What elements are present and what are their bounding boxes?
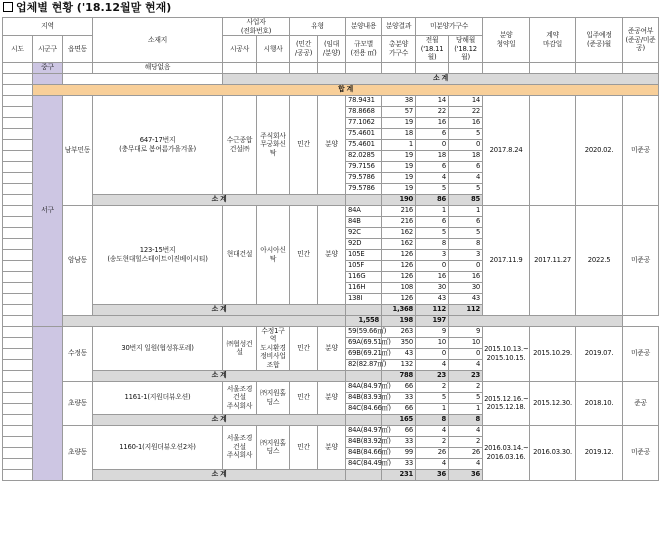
prev-month-cell: 1 bbox=[416, 403, 449, 414]
unit-size-cell: 116H bbox=[346, 282, 382, 293]
empty-cell bbox=[483, 62, 530, 73]
total-units-cell: 18 bbox=[382, 128, 416, 139]
sigungu-cell: 서구 bbox=[33, 95, 63, 326]
col-header-prev-month: 전월 ('18.11월) bbox=[416, 36, 449, 63]
prev-month-cell: 6 bbox=[416, 216, 449, 227]
col-header-type: 유형 bbox=[290, 18, 346, 36]
total-units-cell: 126 bbox=[382, 249, 416, 260]
unit-size-cell: 82.0285 bbox=[346, 150, 382, 161]
dong-cell bbox=[63, 62, 93, 73]
this-month-cell: 5 bbox=[449, 128, 483, 139]
this-month-cell: 22 bbox=[449, 106, 483, 117]
grand-total-label: 합 계 bbox=[33, 84, 659, 95]
col-header-result: 분양결과 bbox=[382, 18, 416, 36]
subtotal-prev: 86 bbox=[416, 194, 449, 205]
prev-month-cell: 0 bbox=[416, 139, 449, 150]
completion-cell: 미준공 bbox=[623, 425, 659, 480]
sido-cell bbox=[3, 381, 33, 392]
unit-size-cell: 84C(84.66㎡) bbox=[346, 403, 382, 414]
sido-cell bbox=[3, 183, 33, 194]
sido-cell bbox=[3, 260, 33, 271]
rent-sale-cell: 분양 bbox=[318, 205, 346, 304]
sido-cell bbox=[3, 293, 33, 304]
this-month-cell: 0 bbox=[449, 260, 483, 271]
empty-cell bbox=[576, 62, 623, 73]
this-month-cell: 2 bbox=[449, 436, 483, 447]
public-private-cell: 민간 bbox=[290, 326, 318, 370]
col-header-move-in: 입주예정 (준공)월 bbox=[576, 18, 623, 63]
col-header-sido: 시도 bbox=[3, 36, 33, 63]
move-in-cell: 2020.02. bbox=[576, 95, 623, 205]
prev-month-cell: 9 bbox=[416, 326, 449, 337]
this-month-cell: 0 bbox=[449, 139, 483, 150]
empty-cell bbox=[257, 62, 290, 73]
this-month-cell: 10 bbox=[449, 337, 483, 348]
completion-cell: 준공 bbox=[623, 381, 659, 425]
dong-cell: 초량동 bbox=[63, 381, 93, 425]
table-row bbox=[3, 425, 659, 436]
total-units-cell: 66 bbox=[382, 425, 416, 436]
sido-cell bbox=[3, 139, 33, 150]
subtotal-unit-size-empty bbox=[346, 304, 382, 315]
subtotal-label: 소 계 bbox=[93, 469, 346, 480]
public-private-cell: 민간 bbox=[290, 95, 318, 194]
sido-cell bbox=[3, 84, 33, 95]
empty-cell bbox=[623, 62, 659, 73]
sido-cell bbox=[3, 436, 33, 447]
subtotal-total: 1,368 bbox=[382, 304, 416, 315]
sigungu-cell bbox=[33, 326, 63, 480]
this-month-cell: 1 bbox=[449, 205, 483, 216]
table-row bbox=[3, 95, 659, 106]
completion-cell: 미준공 bbox=[623, 326, 659, 381]
prev-month-cell: 14 bbox=[416, 95, 449, 106]
empty-cell bbox=[318, 62, 346, 73]
sido-cell bbox=[3, 304, 33, 315]
sido-cell bbox=[3, 271, 33, 282]
prev-month-cell: 2 bbox=[416, 381, 449, 392]
col-header-public-private: (민간 /공공) bbox=[290, 36, 318, 63]
empty-cell bbox=[416, 62, 449, 73]
developer-cell: 아시아신탁 bbox=[257, 205, 290, 304]
prev-month-cell: 0 bbox=[416, 348, 449, 359]
section-sum-total: 1,558 bbox=[346, 315, 382, 326]
prev-month-cell: 5 bbox=[416, 183, 449, 194]
move-in-cell: 2018.10. bbox=[576, 381, 623, 425]
developer-cell: 주식회사 무궁화신 탁 bbox=[257, 95, 290, 194]
developer-cell: 수정1구 역 도시환경 정비사업 조합 bbox=[257, 326, 290, 370]
unit-size-cell: 69B(69.21㎡) bbox=[346, 348, 382, 359]
table-row bbox=[3, 205, 659, 216]
col-header-sigungu: 시군구 bbox=[33, 36, 63, 63]
location-cell: 647-17번지 (충무대로 봄여름가을겨울) bbox=[93, 95, 223, 194]
prev-month-cell: 10 bbox=[416, 337, 449, 348]
unit-size-cell: 84B(83.92㎡) bbox=[346, 436, 382, 447]
sido-cell bbox=[3, 205, 33, 216]
subtotal-label: 소 계 bbox=[93, 414, 346, 425]
col-header-dong: 읍면동 bbox=[63, 36, 93, 63]
this-month-cell: 4 bbox=[449, 425, 483, 436]
grand-total-row bbox=[3, 84, 659, 95]
prev-month-cell: 18 bbox=[416, 150, 449, 161]
total-units-cell: 38 bbox=[382, 95, 416, 106]
contract-deadline-cell: 2015.10.29. bbox=[530, 326, 576, 381]
sido-cell bbox=[3, 216, 33, 227]
prev-month-cell: 2 bbox=[416, 436, 449, 447]
sido-cell bbox=[3, 359, 33, 370]
sido-cell bbox=[3, 348, 33, 359]
prev-month-cell: 43 bbox=[416, 293, 449, 304]
total-units-cell: 66 bbox=[382, 381, 416, 392]
subscription-day-cell: 2015.12.16.~ 2015.12.18. bbox=[483, 381, 530, 425]
col-header-operator: 사업자 (전화번호) bbox=[223, 18, 290, 36]
this-month-cell: 5 bbox=[449, 227, 483, 238]
contract-deadline-cell: 2015.12.30. bbox=[530, 381, 576, 425]
status-table bbox=[2, 17, 659, 481]
subtotal-total: 788 bbox=[382, 370, 416, 381]
this-month-cell: 18 bbox=[449, 150, 483, 161]
unit-size-cell: 92D bbox=[346, 238, 382, 249]
subscription-day-cell: 2017.11.9 bbox=[483, 205, 530, 315]
unit-size-cell: 79.5786 bbox=[346, 183, 382, 194]
sido-cell bbox=[3, 128, 33, 139]
total-units-cell: 33 bbox=[382, 458, 416, 469]
prev-month-cell: 8 bbox=[416, 238, 449, 249]
this-month-cell: 14 bbox=[449, 95, 483, 106]
col-header-contract-deadline: 계약 마감일 bbox=[530, 18, 576, 63]
contract-deadline-cell: 2016.03.30. bbox=[530, 425, 576, 480]
col-header-this-month: 당해월 ('18.12월) bbox=[449, 36, 483, 63]
prev-month-cell: 4 bbox=[416, 359, 449, 370]
subtotal-unit-size-empty bbox=[346, 194, 382, 205]
location-cell: 30번지 일원(협성휴포레) bbox=[93, 326, 223, 370]
subtotal-unit-size-empty bbox=[346, 414, 382, 425]
sido-cell bbox=[3, 95, 33, 106]
sido-cell bbox=[3, 117, 33, 128]
header-row-1 bbox=[3, 18, 659, 36]
prev-month-cell: 3 bbox=[416, 249, 449, 260]
total-units-cell: 1 bbox=[382, 139, 416, 150]
sido-cell bbox=[3, 337, 33, 348]
this-month-cell: 16 bbox=[449, 271, 483, 282]
unit-size-cell: 69A(69.51㎡) bbox=[346, 337, 382, 348]
move-in-cell: 2022.5 bbox=[576, 205, 623, 315]
location-cell: 해당없음 bbox=[93, 62, 223, 73]
status-table-container bbox=[2, 17, 656, 481]
sido-cell bbox=[3, 326, 33, 337]
empty-cell bbox=[346, 62, 382, 73]
sido-cell bbox=[3, 447, 33, 458]
dong-cell: 초량동 bbox=[63, 425, 93, 480]
section-sum-this: 197 bbox=[416, 315, 449, 326]
col-header-unsold: 미분양가구수 bbox=[416, 18, 483, 36]
builder-cell: 서울조경 건설 주식회사 bbox=[223, 381, 257, 414]
builder-cell: ㈜협성건 설 bbox=[223, 326, 257, 370]
completion-cell: 미준공 bbox=[623, 95, 659, 205]
table-body bbox=[3, 18, 659, 481]
total-units-cell: 19 bbox=[382, 183, 416, 194]
col-header-location: 소재지 bbox=[93, 18, 223, 63]
subtotal-total: 165 bbox=[382, 414, 416, 425]
subtotal-this: 36 bbox=[449, 469, 483, 480]
col-header-region: 지역 bbox=[3, 18, 93, 36]
subtotal-total: 190 bbox=[382, 194, 416, 205]
section-sum-prev: 198 bbox=[382, 315, 416, 326]
developer-cell: ㈜지원홀 딩스 bbox=[257, 425, 290, 469]
table-row bbox=[3, 62, 659, 73]
total-units-cell: 132 bbox=[382, 359, 416, 370]
sido-cell bbox=[3, 150, 33, 161]
prev-month-cell: 6 bbox=[416, 128, 449, 139]
empty-cell bbox=[63, 73, 223, 84]
empty-cell bbox=[449, 62, 483, 73]
prev-month-cell: 16 bbox=[416, 271, 449, 282]
sido-cell bbox=[3, 403, 33, 414]
sido-cell bbox=[3, 425, 33, 436]
unit-size-cell: 59(59.66㎡) bbox=[346, 326, 382, 337]
subtotal-label: 소 계 bbox=[93, 194, 346, 205]
completion-cell: 미준공 bbox=[623, 205, 659, 315]
col-header-developer: 시행사 bbox=[257, 36, 290, 63]
total-units-cell: 126 bbox=[382, 271, 416, 282]
total-units-cell: 216 bbox=[382, 205, 416, 216]
total-units-cell: 66 bbox=[382, 403, 416, 414]
sido-cell bbox=[3, 172, 33, 183]
total-units-cell: 216 bbox=[382, 216, 416, 227]
unit-size-cell: 75.4601 bbox=[346, 139, 382, 150]
empty-cell bbox=[290, 62, 318, 73]
dong-cell: 남부민동 bbox=[63, 95, 93, 205]
unit-size-cell: 78.8668 bbox=[346, 106, 382, 117]
empty-cell bbox=[382, 62, 416, 73]
sido-cell bbox=[3, 227, 33, 238]
total-units-cell: 350 bbox=[382, 337, 416, 348]
this-month-cell: 5 bbox=[449, 183, 483, 194]
public-private-cell: 민간 bbox=[290, 425, 318, 469]
subtotal-unit-size-empty bbox=[346, 469, 382, 480]
prev-month-cell: 16 bbox=[416, 117, 449, 128]
col-header-builder: 시공사 bbox=[223, 36, 257, 63]
prev-month-cell: 30 bbox=[416, 282, 449, 293]
total-units-cell: 19 bbox=[382, 150, 416, 161]
col-header-rent-sale: (임대 /분양) bbox=[318, 36, 346, 63]
total-units-cell: 126 bbox=[382, 293, 416, 304]
subtotal-prev: 8 bbox=[416, 414, 449, 425]
builder-cell: 수근종합 건설㈜ bbox=[223, 95, 257, 194]
total-units-cell: 33 bbox=[382, 392, 416, 403]
sido-cell bbox=[3, 73, 33, 84]
this-month-cell: 2 bbox=[449, 381, 483, 392]
prev-month-cell: 6 bbox=[416, 161, 449, 172]
checkbox-square-icon bbox=[3, 2, 13, 12]
subtotal-unit-size-empty bbox=[346, 370, 382, 381]
sido-cell bbox=[3, 161, 33, 172]
developer-cell: ㈜지원홀 딩스 bbox=[257, 381, 290, 414]
this-month-cell: 30 bbox=[449, 282, 483, 293]
unit-size-cell: 116G bbox=[346, 271, 382, 282]
total-units-cell: 126 bbox=[382, 260, 416, 271]
this-month-cell: 26 bbox=[449, 447, 483, 458]
col-header-completion: 준공여부 (준공/미준공) bbox=[623, 18, 659, 63]
move-in-cell: 2019.07. bbox=[576, 326, 623, 381]
table-row bbox=[3, 381, 659, 392]
col-header-supply: 분양내용 bbox=[346, 18, 382, 36]
unit-size-cell: 79.5786 bbox=[346, 172, 382, 183]
subtotal-this: 23 bbox=[449, 370, 483, 381]
prev-month-cell: 1 bbox=[416, 205, 449, 216]
this-month-cell: 4 bbox=[449, 359, 483, 370]
section-sum-empty bbox=[449, 315, 623, 326]
prev-month-cell: 4 bbox=[416, 458, 449, 469]
subtotal-this: 85 bbox=[449, 194, 483, 205]
builder-cell: 서울조경 건설 주식회사 bbox=[223, 425, 257, 469]
prev-month-cell: 4 bbox=[416, 172, 449, 183]
col-header-unit-size: 규모별 (전용 ㎡) bbox=[346, 36, 382, 63]
total-units-cell: 19 bbox=[382, 117, 416, 128]
subtotal-label: 소 계 bbox=[93, 370, 346, 381]
total-units-cell: 33 bbox=[382, 436, 416, 447]
unit-size-cell: 84B(84.66㎡) bbox=[346, 447, 382, 458]
sido-cell bbox=[3, 469, 33, 480]
unit-size-cell: 84C(84.49㎡) bbox=[346, 458, 382, 469]
col-header-total-units: 총분양 가구수 bbox=[382, 36, 416, 63]
prev-month-cell: 0 bbox=[416, 260, 449, 271]
unit-size-cell: 77.1062 bbox=[346, 117, 382, 128]
total-units-cell: 162 bbox=[382, 227, 416, 238]
dong-cell: 암남동 bbox=[63, 205, 93, 315]
subtotal-total: 231 bbox=[382, 469, 416, 480]
subscription-day-cell: 2017.8.24 bbox=[483, 95, 530, 205]
this-month-cell: 1 bbox=[449, 403, 483, 414]
total-units-cell: 263 bbox=[382, 326, 416, 337]
table-row bbox=[3, 326, 659, 337]
sigungu-cell bbox=[33, 73, 63, 84]
sido-cell bbox=[3, 315, 33, 326]
total-units-cell: 19 bbox=[382, 161, 416, 172]
total-units-cell: 162 bbox=[382, 238, 416, 249]
sido-cell bbox=[3, 414, 33, 425]
col-header-subscription-day: 분양 청약일 bbox=[483, 18, 530, 63]
unit-size-cell: 138I bbox=[346, 293, 382, 304]
total-units-cell: 57 bbox=[382, 106, 416, 117]
prev-month-cell: 5 bbox=[416, 227, 449, 238]
subtotal-label: 소 계 bbox=[93, 304, 346, 315]
contract-deadline-cell bbox=[530, 95, 576, 205]
move-in-cell: 2019.12. bbox=[576, 425, 623, 480]
this-month-cell: 4 bbox=[449, 172, 483, 183]
prev-month-cell: 26 bbox=[416, 447, 449, 458]
unit-size-cell: 84A bbox=[346, 205, 382, 216]
total-units-cell: 43 bbox=[382, 348, 416, 359]
this-month-cell: 4 bbox=[449, 458, 483, 469]
this-month-cell: 5 bbox=[449, 392, 483, 403]
unit-size-cell: 84A(84.97㎡) bbox=[346, 425, 382, 436]
this-month-cell: 43 bbox=[449, 293, 483, 304]
unit-size-cell: 84B bbox=[346, 216, 382, 227]
unit-size-cell: 92C bbox=[346, 227, 382, 238]
this-month-cell: 6 bbox=[449, 161, 483, 172]
unit-size-cell: 84A(84.97㎡) bbox=[346, 381, 382, 392]
subtotal-this: 8 bbox=[449, 414, 483, 425]
this-month-cell: 8 bbox=[449, 238, 483, 249]
dong-cell: 수정동 bbox=[63, 326, 93, 381]
total-units-cell: 99 bbox=[382, 447, 416, 458]
page-title: 업체별 현황 ('18.12월말 현재) bbox=[3, 1, 171, 15]
subtotal-prev: 112 bbox=[416, 304, 449, 315]
rent-sale-cell: 분양 bbox=[318, 381, 346, 414]
prev-month-cell: 22 bbox=[416, 106, 449, 117]
section-sum-label bbox=[63, 315, 346, 326]
subtotal-prev: 23 bbox=[416, 370, 449, 381]
unit-size-cell: 105F bbox=[346, 260, 382, 271]
total-units-cell: 19 bbox=[382, 172, 416, 183]
sido-cell bbox=[3, 238, 33, 249]
subscription-day-cell: 2015.10.13.~ 2015.10.15. bbox=[483, 326, 530, 381]
location-cell: 1161-1(지원더뷰오션) bbox=[93, 381, 223, 414]
unit-size-cell: 75.4601 bbox=[346, 128, 382, 139]
unit-size-cell: 105E bbox=[346, 249, 382, 260]
unit-size-cell: 79.7156 bbox=[346, 161, 382, 172]
sido-cell bbox=[3, 392, 33, 403]
sigungu-cell: 중구 bbox=[33, 62, 63, 73]
rent-sale-cell: 분양 bbox=[318, 95, 346, 194]
contract-deadline-cell: 2017.11.27 bbox=[530, 205, 576, 315]
total-units-cell: 108 bbox=[382, 282, 416, 293]
builder-cell: 현대건설 bbox=[223, 205, 257, 304]
subscription-day-cell: 2016.03.14.~ 2016.03.16. bbox=[483, 425, 530, 480]
empty-cell bbox=[530, 62, 576, 73]
sido-cell bbox=[3, 370, 33, 381]
unit-size-cell: 78.9431 bbox=[346, 95, 382, 106]
this-month-cell: 0 bbox=[449, 348, 483, 359]
location-cell: 1160-1(지원더뷰오션2차) bbox=[93, 425, 223, 469]
sido-cell bbox=[3, 282, 33, 293]
subtotal-this: 112 bbox=[449, 304, 483, 315]
location-cell: 123-15번지 (송도현대힐스테이트이진베이시티) bbox=[93, 205, 223, 304]
unit-size-cell: 82(82.87㎡) bbox=[346, 359, 382, 370]
rent-sale-cell: 분양 bbox=[318, 425, 346, 469]
prev-month-cell: 4 bbox=[416, 425, 449, 436]
sido-cell bbox=[3, 62, 33, 73]
sido-cell bbox=[3, 458, 33, 469]
subtotal-prev: 36 bbox=[416, 469, 449, 480]
rent-sale-cell: 분양 bbox=[318, 326, 346, 370]
empty-cell bbox=[223, 62, 257, 73]
subtotal-row bbox=[3, 73, 659, 84]
prev-month-cell: 5 bbox=[416, 392, 449, 403]
sido-cell bbox=[3, 106, 33, 117]
this-month-cell: 9 bbox=[449, 326, 483, 337]
section-sum-row bbox=[3, 315, 659, 326]
sido-cell bbox=[3, 194, 33, 205]
sido-cell bbox=[3, 249, 33, 260]
public-private-cell: 민간 bbox=[290, 205, 318, 304]
this-month-cell: 16 bbox=[449, 117, 483, 128]
unit-size-cell: 84B(83.93㎡) bbox=[346, 392, 382, 403]
subtotal-label: 소 계 bbox=[223, 73, 659, 84]
this-month-cell: 6 bbox=[449, 216, 483, 227]
public-private-cell: 민간 bbox=[290, 381, 318, 414]
this-month-cell: 3 bbox=[449, 249, 483, 260]
